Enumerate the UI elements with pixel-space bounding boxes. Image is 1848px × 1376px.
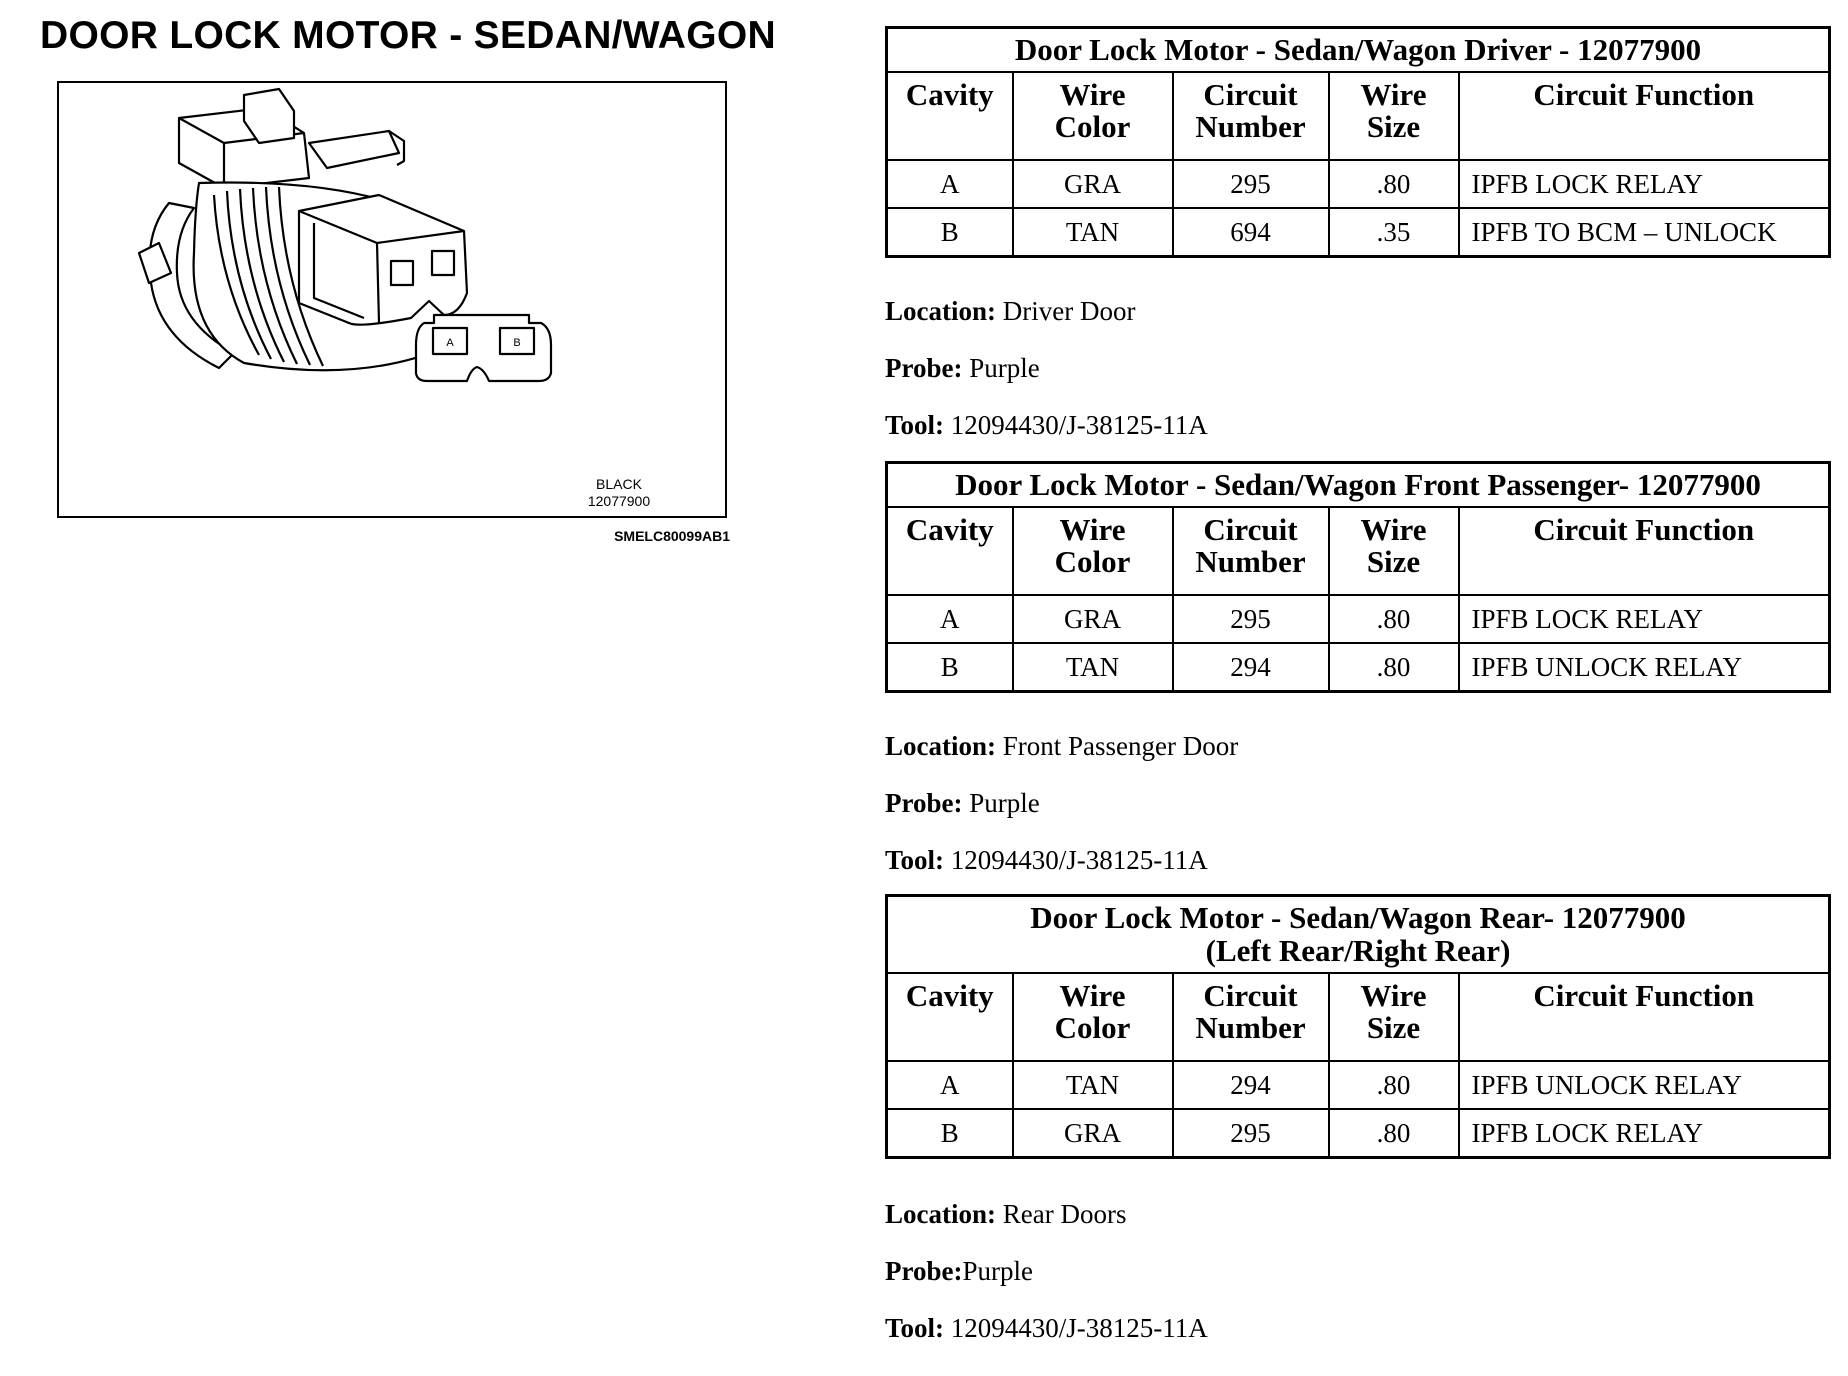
header-circuit-function: Circuit Function: [1459, 973, 1830, 1061]
location-line: Location: Driver Door: [885, 296, 1136, 326]
page-title: DOOR LOCK MOTOR - SEDAN/WAGON: [40, 14, 776, 57]
cell-wire-size: .80: [1329, 595, 1459, 643]
rear-table: [885, 894, 1831, 1159]
cell-cavity: B: [887, 643, 1013, 692]
cell-wire-color: TAN: [1013, 1061, 1173, 1109]
header-wire-size: Wire Size: [1329, 72, 1459, 160]
header-cavity: Cavity: [887, 72, 1013, 160]
location-line: Location: Front Passenger Door: [885, 731, 1239, 761]
header-wire-color: Wire Color: [1013, 973, 1173, 1061]
table-title: [887, 896, 1830, 974]
cell-wire-size: .80: [1329, 643, 1459, 692]
probe-line: Probe: Purple: [885, 353, 1040, 383]
cell-wire-size: .35: [1329, 208, 1459, 257]
cell-cavity: A: [887, 160, 1013, 208]
tool-line: Tool: 12094430/J-38125-11A: [885, 845, 1208, 875]
cavity-b-label: B: [513, 337, 521, 349]
cell-wire-size: .80: [1329, 1061, 1459, 1109]
header-wire-color: Wire Color: [1013, 72, 1173, 160]
driver-table: [885, 26, 1831, 258]
figure-caption: [529, 476, 709, 510]
cell-wire-size: .80: [1329, 1109, 1459, 1158]
cell-wire-color: GRA: [1013, 595, 1173, 643]
cell-circuit-number: 694: [1173, 208, 1329, 257]
cell-wire-color: GRA: [1013, 1109, 1173, 1158]
table-title-main: Door Lock Motor - Sedan/Wagon Rear- 12077900: [1030, 900, 1686, 935]
table-title: Door Lock Motor - Sedan/Wagon Driver - 12077900: [887, 28, 1830, 73]
cell-circuit-function: IPFB UNLOCK RELAY: [1459, 643, 1830, 692]
table-row: [887, 1061, 1830, 1109]
connector-figure: [57, 81, 727, 518]
table-row: [887, 1109, 1830, 1158]
location-line: Location: Rear Doors: [885, 1199, 1127, 1229]
probe-line: Probe:Purple: [885, 1256, 1033, 1286]
cell-cavity: A: [887, 1061, 1013, 1109]
cell-circuit-function: IPFB TO BCM – UNLOCK: [1459, 208, 1830, 257]
header-cavity: Cavity: [887, 973, 1013, 1061]
header-cavity: Cavity: [887, 507, 1013, 595]
cell-cavity: A: [887, 595, 1013, 643]
header-circuit-function: Circuit Function: [1459, 72, 1830, 160]
cell-circuit-function: IPFB LOCK RELAY: [1459, 160, 1830, 208]
front-passenger-table: [885, 461, 1831, 693]
table-subtitle: (Left Rear/Right Rear): [1205, 933, 1511, 968]
cell-wire-color: GRA: [1013, 160, 1173, 208]
probe-line: Probe: Purple: [885, 788, 1040, 818]
table-row: [887, 595, 1830, 643]
table-row: [887, 160, 1830, 208]
cell-circuit-function: IPFB UNLOCK RELAY: [1459, 1061, 1830, 1109]
cell-circuit-function: IPFB LOCK RELAY: [1459, 1109, 1830, 1158]
cell-circuit-number: 295: [1173, 595, 1329, 643]
figure-code: SMELC80099AB1: [614, 528, 730, 544]
cell-circuit-number: 294: [1173, 1061, 1329, 1109]
header-circuit-number: Circuit Number: [1173, 973, 1329, 1061]
cell-cavity: B: [887, 208, 1013, 257]
cell-circuit-number: 295: [1173, 160, 1329, 208]
cavity-a-label: A: [446, 337, 454, 349]
connector-drawing-icon: [59, 83, 725, 516]
connector-part-number: 12077900: [587, 493, 651, 509]
header-circuit-number: Circuit Number: [1173, 507, 1329, 595]
cell-circuit-number: 295: [1173, 1109, 1329, 1158]
header-wire-size: Wire Size: [1329, 507, 1459, 595]
connector-color: BLACK: [596, 476, 642, 492]
cell-wire-size: .80: [1329, 160, 1459, 208]
table-title: Door Lock Motor - Sedan/Wagon Front Passenger- 12077900: [887, 463, 1830, 508]
cell-wire-color: TAN: [1013, 208, 1173, 257]
cell-wire-color: TAN: [1013, 643, 1173, 692]
table-row: [887, 208, 1830, 257]
table-row: [887, 643, 1830, 692]
cell-circuit-function: IPFB LOCK RELAY: [1459, 595, 1830, 643]
header-circuit-function: Circuit Function: [1459, 507, 1830, 595]
cell-cavity: B: [887, 1109, 1013, 1158]
tool-line: Tool: 12094430/J-38125-11A: [885, 410, 1208, 440]
header-wire-color: Wire Color: [1013, 507, 1173, 595]
header-circuit-number: Circuit Number: [1173, 72, 1329, 160]
cell-circuit-number: 294: [1173, 643, 1329, 692]
header-wire-size: Wire Size: [1329, 973, 1459, 1061]
tool-line: Tool: 12094430/J-38125-11A: [885, 1313, 1208, 1343]
